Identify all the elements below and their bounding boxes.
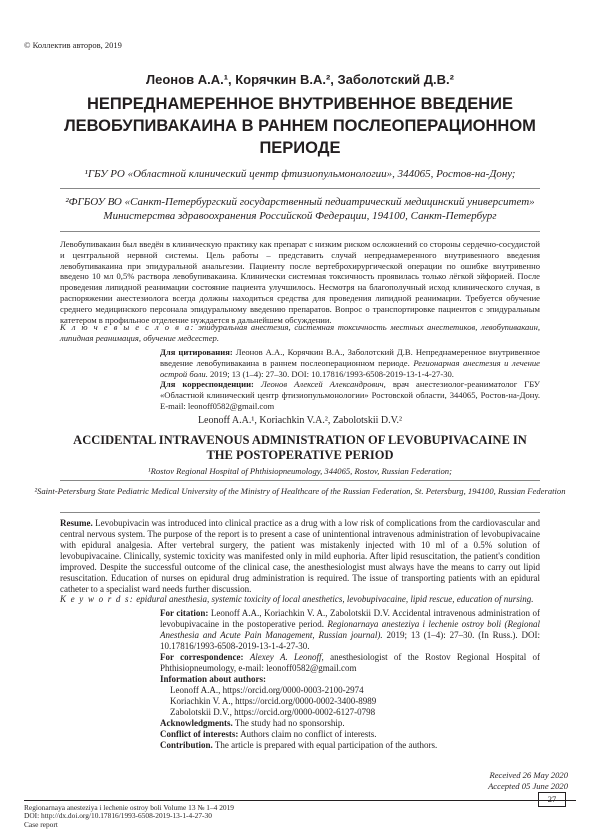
affiliation-en-1: ¹Rostov Regional Hospital of Phthisiopneumology, 344065, Rostov, Russian Federation; <box>148 466 452 476</box>
correspondence-text-ru: врач анестезиолог-реаниматолог ГБУ «Областной клинический центр фтизиопульмонологии» Ростовской области, 344065, Ростов-на-Дону. E-mail: leonoff0582@gmail.com <box>160 379 540 411</box>
acknowledgments-label: Acknowledgments. <box>160 718 233 728</box>
citation-journal-en: Regionarnaya anesteziya i lechenie ostroy boli (Regional Anesthesia and Acute Pain Management, Russian journal). <box>160 619 541 640</box>
copyright-notice: © Коллектив авторов, 2019 <box>24 40 122 50</box>
authors-en: Leonoff A.A.¹, Koriachkin V.A.², Zabolotskii D.V.² <box>197 415 403 426</box>
citation-doi-ru: 2019; 13 (1–4): 27–30. DOI: 10.17816/1993-6508-2019-13-1-4-27-30. <box>210 368 454 379</box>
keywords-label-ru: К л ю ч е в ы е с л о в а: <box>60 322 195 332</box>
orcid-entry[interactable]: Leonoff A.A., https://orcid.org/0000-0003-2100-2974 <box>170 685 364 695</box>
conflict-label: Conflict of interests: <box>160 729 239 739</box>
acknowledgments-text: The study had no sponsorship. <box>234 718 345 728</box>
keywords-label-en: K e y w o r d s: <box>60 594 134 604</box>
affiliation-en-2: ²Saint-Petersburg State Pediatric Medical University of the Ministry of Healthcare of the Russian Federation, St. Petersburg, 194100, Russian Federation <box>34 486 566 496</box>
authors-ru: Леонов А.А.¹, Корячкин В.А.², Заболотский Д.В.² <box>146 72 454 87</box>
correspondence-text-en: anesthesiologist of the Rostov Regional Hospital of Phthisiopneumology, e-mail: leonoff0582@gmail.com <box>160 652 541 673</box>
correspondence-label-en: For correspondence: <box>160 652 244 662</box>
abstract-label-en: Resume. <box>60 518 93 528</box>
authors-info-label: Information about authors: <box>160 674 267 684</box>
footer-divider <box>24 800 576 801</box>
divider <box>60 480 540 481</box>
article-title-en: ACCIDENTAL INTRAVENOUS ADMINISTRATION OF LEVOBUPIVACAINE IN THE POSTOPERATIVE PERIOD <box>73 433 527 462</box>
citation-text-ru: Леонов А.А., Корячкин В.А., Заболотский Д.В. Непреднамеренное внутривенное введение левобупивакаина в раннем послеоперационном периоде. <box>160 347 541 368</box>
keywords-text-en: epidural anesthesia, systemic toxicity of local anesthetics, levobupivacaine, lipid rescue, education of nursing. <box>136 594 534 604</box>
abstract-ru: Левобупивакаин был введён в клиническую практику как препарат с низким риском осложнений со стороны сердечно-сосудистой и центральной нервной системы. Цель работы – представить случай непреднамеренного внутривенного введения левобупивакаина при эпидуральной анальгезии. Пациенту после вертеброхирургической операции по ошибке внутривенно введено 10 мл 0,5% раствора левобупивакаина. Клинически системная токсичность проявилась только лёгкой эйфорией. После проведения липидной реанимации состояние пациента улучшилось. Несмотря на благополучный исход клинического случая, в распоряжении анестезиолога всегда должны находиться средства для проведения липидной реанимации. Требуется обучение среднего медицинского персонала эпидуральному введению препаратов. Вопрос о транспортировке пациентов с эпидуральным катетером в профильное отделение нуждается в дальнейшем обсуждении. <box>60 239 540 325</box>
footer-doi[interactable]: DOI: http://dx.doi.org/10.17816/1993-6508-2019-13-1-4-27-30 <box>24 811 212 821</box>
orcid-entry[interactable]: Zabolotskii D.V., https://orcid.org/0000-0002-6127-0798 <box>170 707 376 717</box>
divider <box>60 188 540 189</box>
affiliation-ru-2: ²ФГБОУ ВО «Санкт-Петербургский государственный педиатрический медицинский университет» Министерства здравоохранения Российской Федерации, 194100, Санкт-Петербург <box>65 196 535 222</box>
affiliation-ru-1: ¹ГБУ РО «Областной клинический центр фтизиопульмонологии», 344065, Ростов-на-Дону; <box>84 168 516 180</box>
received-date: Received 26 May 2020 <box>489 770 568 780</box>
citation-ru <box>160 347 540 412</box>
correspondence-name-ru: Леонов Алексей Александрович, <box>260 379 386 390</box>
correspondence-name-en: Alexey A. Leonoff, <box>249 652 324 662</box>
abstract-en <box>60 518 540 595</box>
citation-doi-en: 2019; 13 (1–4): 27–30. (In Russ.). DOI: 10.17816/1993-6508-2019-13-1-4-27-30. <box>160 630 541 651</box>
footer-journal: Regionarnaya anesteziya i lechenie ostroy boli Volume 13 № 1–4 2019 <box>24 803 234 812</box>
accepted-date: Accepted 05 June 2020 <box>488 781 568 791</box>
footer <box>24 804 234 829</box>
citation-en <box>160 608 540 751</box>
divider <box>60 512 540 513</box>
citation-text-en: Leonoff A.A., Koriachkin V. A., Zabolotskii D.V. Accidental intravenous administration of levobupivacaine in the postoperative period. <box>160 608 540 629</box>
divider <box>60 231 540 232</box>
citation-journal-ru: Регионарная анестезия и лечение острой боли. <box>160 357 540 379</box>
orcid-entry[interactable]: Koriachkin V. A., https://orcid.org/0000-0002-3400-8989 <box>170 696 377 706</box>
keywords-ru <box>60 322 540 344</box>
abstract-text-en: Levobupivacin was introduced into clinical practice as a drug with a low risk of complications from the cardiovascular and central nervous system. The purpose of the report is to present a case of unintentional intravenous administration of levobupivacaine with epidural analgesia. After vertebral surgery, the patient was mistakenly injected with 10 ml of a 0.5% solution of levobupivacaine. Clinically, systemic toxicity was manifested only in mild euphoria. After lipid resuscitation, the patient's condition improved. Despite the successful outcome of the clinical case, the anesthesiologist must always have the means to carry out lipid resuscitation. Education of nurses on epidural drug administration is required. The issue of transporting patients with an epidural catheter to a specialist ward needs further discussion. <box>60 518 541 594</box>
keywords-en <box>60 594 540 605</box>
conflict-text: Authors claim no conflict of interests. <box>240 729 377 739</box>
citation-label-en: For citation: <box>160 608 209 618</box>
contribution-label: Contribution. <box>160 740 213 750</box>
keywords-text-ru: эпидуральная анестезия, системная токсичность местных анестетиков, левобупивакаин, липидная реанимация, обучение медсестер. <box>60 322 541 343</box>
article-title-ru: НЕПРЕДНАМЕРЕННОЕ ВНУТРИВЕННОЕ ВВЕДЕНИЕ ЛЕВОБУПИВАКАИНА В РАННЕМ ПОСЛЕОПЕРАЦИОННОМ ПЕРИОДЕ <box>64 95 536 157</box>
page-number: 27 <box>538 792 566 807</box>
correspondence-label-ru: Для корреспонденции: <box>160 379 254 390</box>
article-dates <box>488 770 568 792</box>
footer-article-type: Case report <box>24 819 58 829</box>
citation-label-ru: Для цитирования: <box>160 347 233 357</box>
contribution-text: The article is prepared with equal participation of the authors. <box>214 740 438 750</box>
